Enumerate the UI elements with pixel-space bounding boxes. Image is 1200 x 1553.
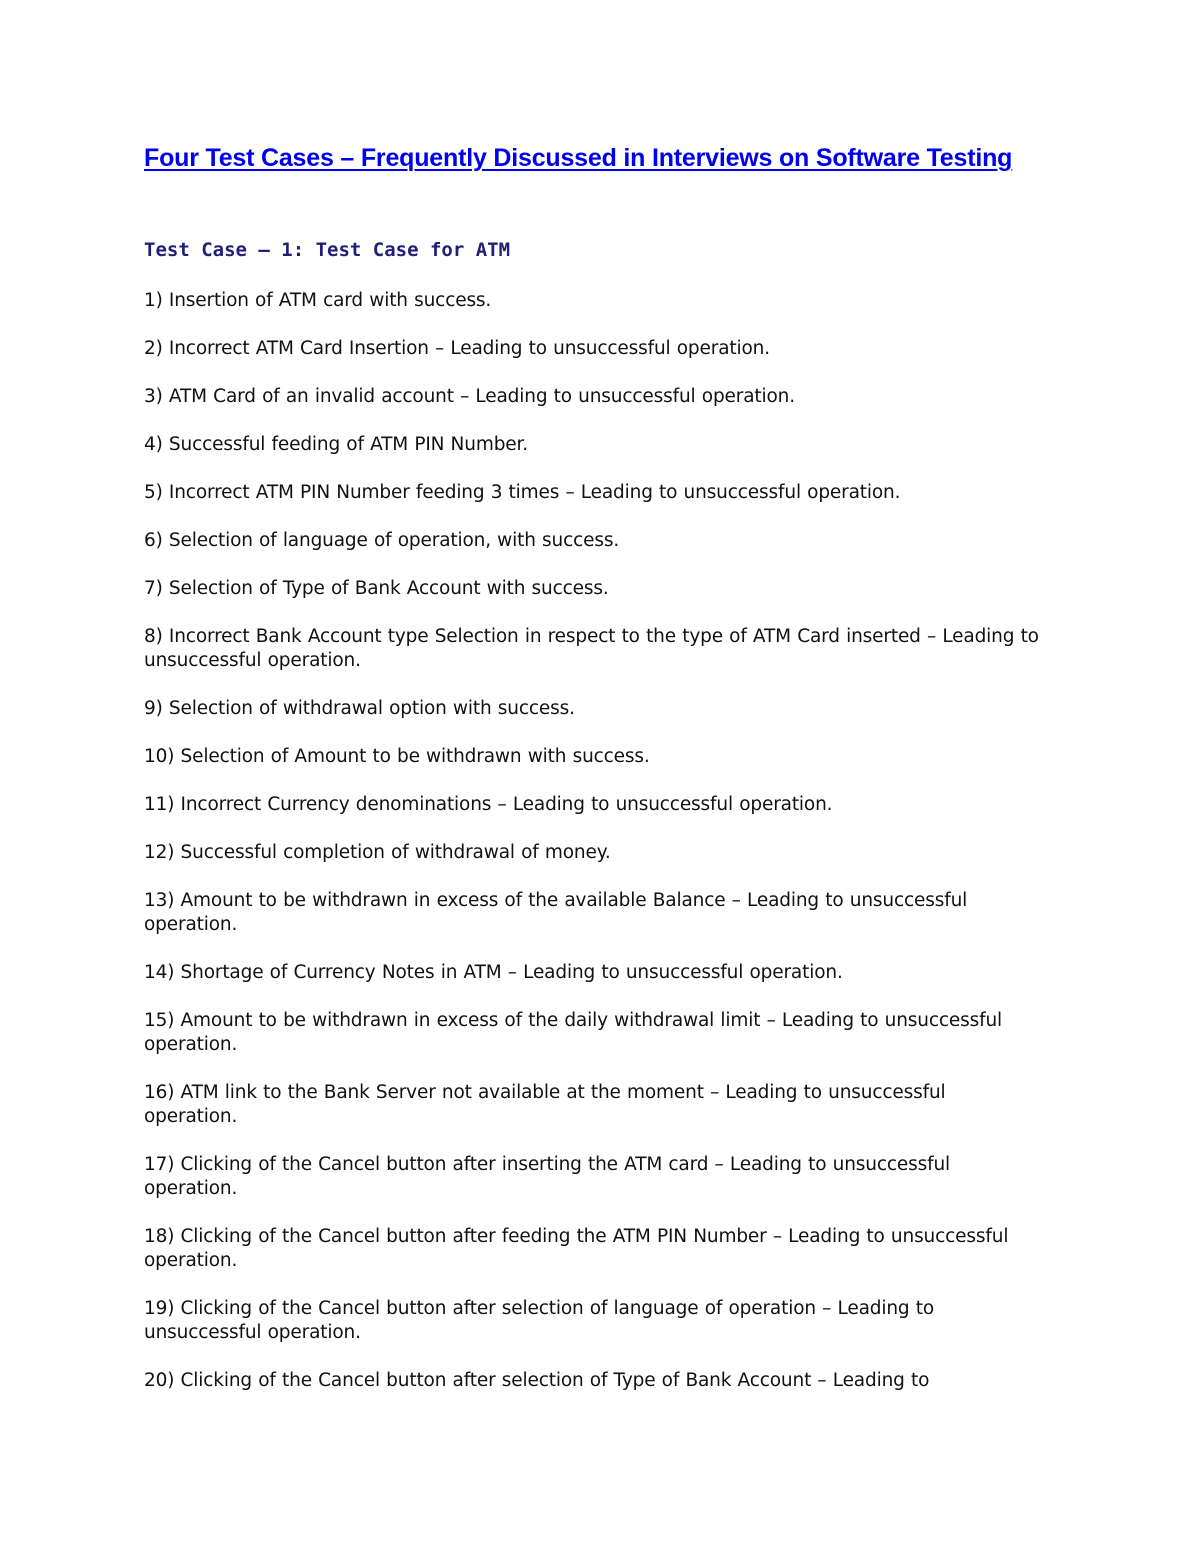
list-item: 9) Selection of withdrawal option with success.: [144, 698, 575, 719]
list-item: 14) Shortage of Currency Notes in ATM – Leading to unsuccessful operation.: [144, 962, 843, 983]
list-item: 13) Amount to be withdrawn in excess of the available Balance – Leading to unsuccessful operation.: [144, 890, 968, 935]
list-item: 2) Incorrect ATM Card Insertion – Leading to unsuccessful operation.: [144, 338, 770, 359]
section-heading: Test Case – 1: Test Case for ATM: [144, 239, 511, 261]
list-item: 6) Selection of language of operation, with success.: [144, 530, 620, 551]
list-item: 3) ATM Card of an invalid account – Leading to unsuccessful operation.: [144, 386, 795, 407]
test-case-list: [144, 289, 1044, 1417]
list-item: 17) Clicking of the Cancel button after inserting the ATM card – Leading to unsuccessful operation.: [144, 1154, 951, 1199]
document-title-link[interactable]: Four Test Cases – Frequently Discussed in Interviews on Software Testing: [144, 144, 1013, 172]
list-item: 7) Selection of Type of Bank Account with success.: [144, 578, 609, 599]
list-item: 5) Incorrect ATM PIN Number feeding 3 times – Leading to unsuccessful operation.: [144, 482, 901, 503]
list-item: 20) Clicking of the Cancel button after selection of Type of Bank Account – Leading to: [144, 1370, 930, 1391]
list-item: 19) Clicking of the Cancel button after selection of language of operation – Leading to unsuccessful operation.: [144, 1298, 935, 1343]
list-item: 10) Selection of Amount to be withdrawn with success.: [144, 746, 650, 767]
list-item: 16) ATM link to the Bank Server not available at the moment – Leading to unsuccessful operation.: [144, 1082, 946, 1127]
list-item: 1) Insertion of ATM card with success.: [144, 290, 492, 311]
list-item: 18) Clicking of the Cancel button after feeding the ATM PIN Number – Leading to unsuccessful operation.: [144, 1226, 1009, 1271]
list-item: 15) Amount to be withdrawn in excess of the daily withdrawal limit – Leading to unsuccessful operation.: [144, 1010, 1003, 1055]
list-item: 4) Successful feeding of ATM PIN Number.: [144, 434, 529, 455]
list-item: 8) Incorrect Bank Account type Selection in respect to the type of ATM Card inserted – Leading to unsuccessful operation.: [144, 626, 1039, 671]
list-item: 11) Incorrect Currency denominations – Leading to unsuccessful operation.: [144, 794, 833, 815]
list-item: 12) Successful completion of withdrawal of money.: [144, 842, 611, 863]
